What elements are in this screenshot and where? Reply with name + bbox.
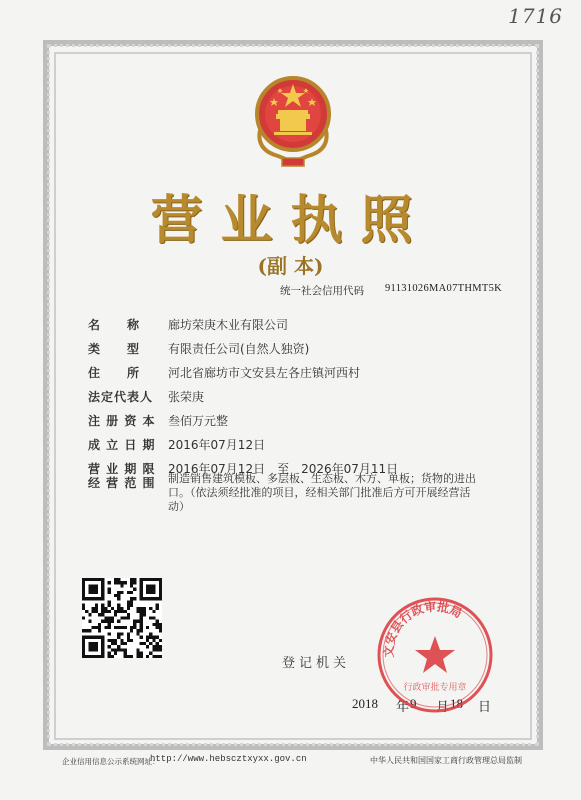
field-value: 叁佰万元整: [168, 414, 229, 428]
document-title: 营业执照: [150, 190, 431, 251]
issue-day: 18: [450, 696, 463, 711]
footer-system-label: 企业信用信息公示系统网址：: [62, 757, 160, 766]
document-subtitle: (副 本): [257, 254, 324, 278]
svg-text:文安县行政审批局: 文安县行政审批局: [381, 599, 465, 658]
field-value: 廊坊荣庚木业有限公司: [168, 318, 289, 332]
credit-code-value: 91131026MA07THMT5K: [385, 283, 503, 294]
field-label: 名 称: [88, 318, 141, 332]
national-emblem-icon: [248, 70, 338, 170]
field-label: 营 业 期 限: [88, 462, 156, 476]
field-value: 有限责任公司(自然人独资): [168, 342, 310, 356]
field-label: 成 立 日 期: [88, 438, 156, 452]
registration-authority: 登记机关: [282, 656, 351, 671]
issue-month: 9: [410, 696, 417, 711]
field-value: 张荣庚: [168, 390, 205, 404]
field-value: 河北省廊坊市文安县左各庄镇河西村: [168, 366, 361, 380]
footer-supervisor: 中华人民共和国国家工商行政管理总局监制: [370, 756, 522, 765]
field-label: 经 营 范 围: [88, 476, 156, 490]
field-label: 法定代表人: [88, 390, 154, 404]
business-scope-text: 制造销售建筑模板、多层板、生态板、木方、单板；货物的进出口。（依法须经批准的项目，经相关部门批准后方可开展经营活动）: [168, 472, 476, 513]
issue-year-unit: 年: [396, 699, 410, 714]
field-label: 类 型: [88, 342, 141, 356]
qr-code-icon: [82, 578, 162, 658]
handwritten-number: 1716: [508, 4, 563, 28]
issue-month-unit: 月: [436, 699, 450, 714]
credit-code-label: 统一社会信用代码: [280, 285, 364, 297]
issue-year: 2018: [352, 696, 378, 711]
issue-day-unit: 日: [478, 699, 492, 714]
field-label: 住 所: [88, 366, 141, 380]
field-label: 注 册 资 本: [88, 414, 156, 428]
official-seal-stamp-icon: [372, 592, 498, 718]
field-value: 2016年07月12日 至 2026年07月11日: [168, 462, 399, 476]
footer-url: http://www.hebscztxyxx.gov.cn: [150, 754, 307, 764]
field-value: 2016年07月12日: [168, 438, 266, 452]
svg-text:行政审批专用章: 行政审批专用章: [403, 683, 467, 693]
